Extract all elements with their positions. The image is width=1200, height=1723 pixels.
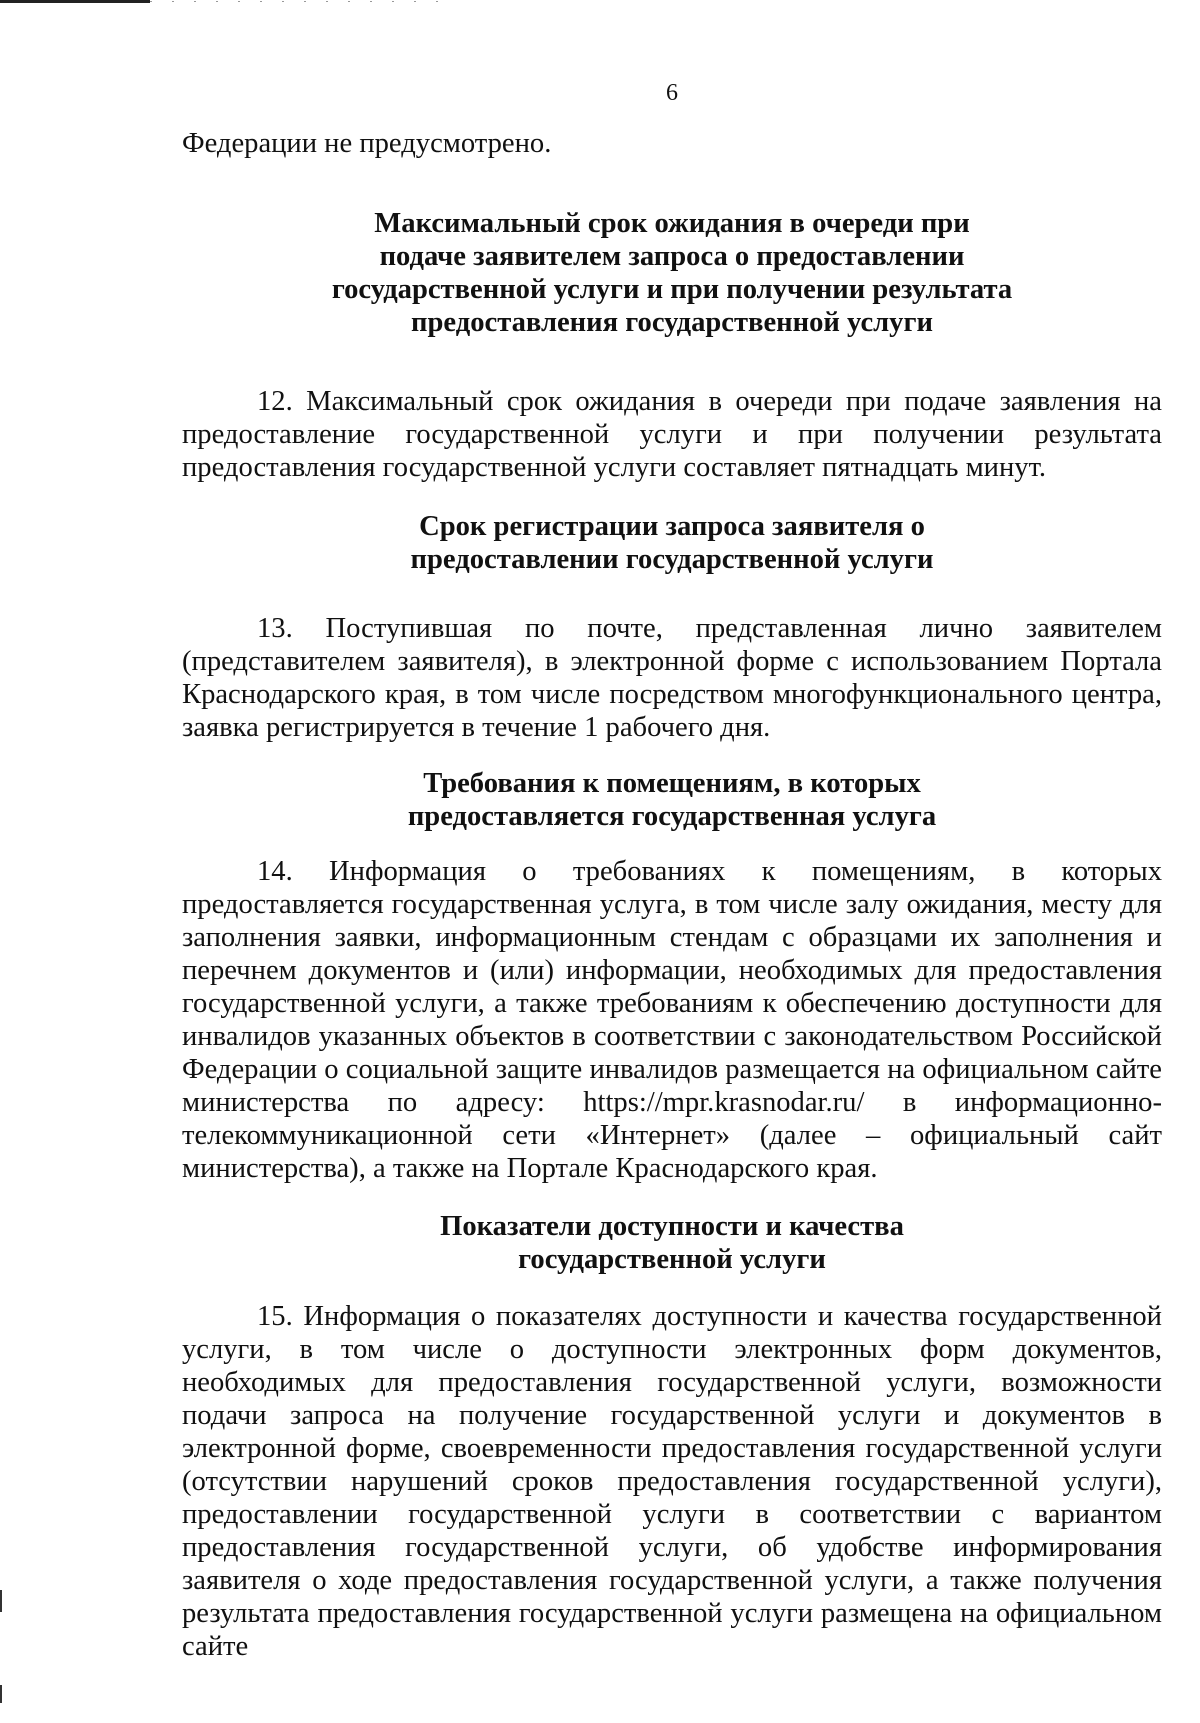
section-heading-registration [182,510,1162,576]
heading-line: подаче заявителем запроса о предоставлении [379,241,965,272]
section-paragraph-13 [182,612,1162,744]
section-heading-max-wait [182,207,1162,339]
heading-line: Показатели доступности и качества [440,1211,904,1242]
heading-line: государственной услуги и при получении результата [331,274,1013,305]
section-paragraph-14 [182,855,1162,1185]
heading-line: государственной услуги [518,1244,826,1275]
carryover-block [182,127,1162,160]
paragraph-13: 13. Поступившая по почте, представленная лично заявителем (представителем заявителя), в электронной форме с использованием Портала Краснодарского края, в том числе посредством многофункционального центра, заявка регистрируется в течение 1 рабочего дня. [182,613,1162,743]
section-paragraph-12 [182,385,1162,484]
section-heading-premises [182,767,1162,833]
section-heading [182,207,1162,339]
section-heading [182,1210,1162,1276]
carryover-paragraph: Федерации не предусмотрено. [182,128,552,159]
page-number: 6 [666,80,678,106]
heading-line: Максимальный срок ожидания в очереди при [374,208,970,239]
section-heading [182,510,1162,576]
paragraph-12: 12. Максимальный срок ожидания в очереди при подаче заявления на предоставление государственной услуги и при получении результата предоставления государственной услуги составляет пятнадцать минут. [182,386,1162,483]
section-heading [182,767,1162,833]
paragraph-15: 15. Информация о показателях доступности и качества государственной услуги, в том числе о доступности электронных форм документов, необходимых для предоставления государственной услуги, возможности подачи запроса на получение государственной услуги и документов в электронной форме, своевременности предоставления государственной услуги (отсутствии нарушений сроков предоставления государственной услуги), предоставлении государственной услуги в соответствии с вариантом предоставления государственной услуги, об удобстве информирования заявителя о ходе предоставления государственной услуги, а также получения результата предоставления государственной услуги размещена на официальном сайте [182,1301,1162,1662]
section-paragraph-15 [182,1300,1162,1663]
scan-edge-dots [150,1,450,2]
heading-line: предоставляется государственная услуга [407,801,937,832]
scan-edge-line [0,0,150,3]
heading-line: Требования к помещениям, в которых [423,768,921,799]
scan-margin-mark [0,1590,2,1612]
section-heading-indicators [182,1210,1162,1276]
scan-margin-mark [0,1685,2,1703]
heading-line: предоставлении государственной услуги [410,544,934,575]
paragraph-14: 14. Информация о требованиях к помещениям, в которых предоставляется государственная услуга, в том числе залу ожидания, месту для заполнения заявки, информационным стендам с образцами их заполнения и перечнем документов и (или) информации, необходимых для предоставления государственной услуги, а также требованиям к обеспечению доступности для инвалидов указанных объектов в соответствии с законодательством Российской Федерации о социальной защите инвалидов размещается на официальном сайте министерства по адресу: https://mpr.krasnodar.ru/ в информационно-телекоммуникационной сети «Интернет» (далее – официальный сайт министерства), а также на Портале Краснодарского края. [182,856,1162,1184]
heading-line: Срок регистрации запроса заявителя о [419,511,925,542]
heading-line: предоставления государственной услуги [411,307,933,338]
